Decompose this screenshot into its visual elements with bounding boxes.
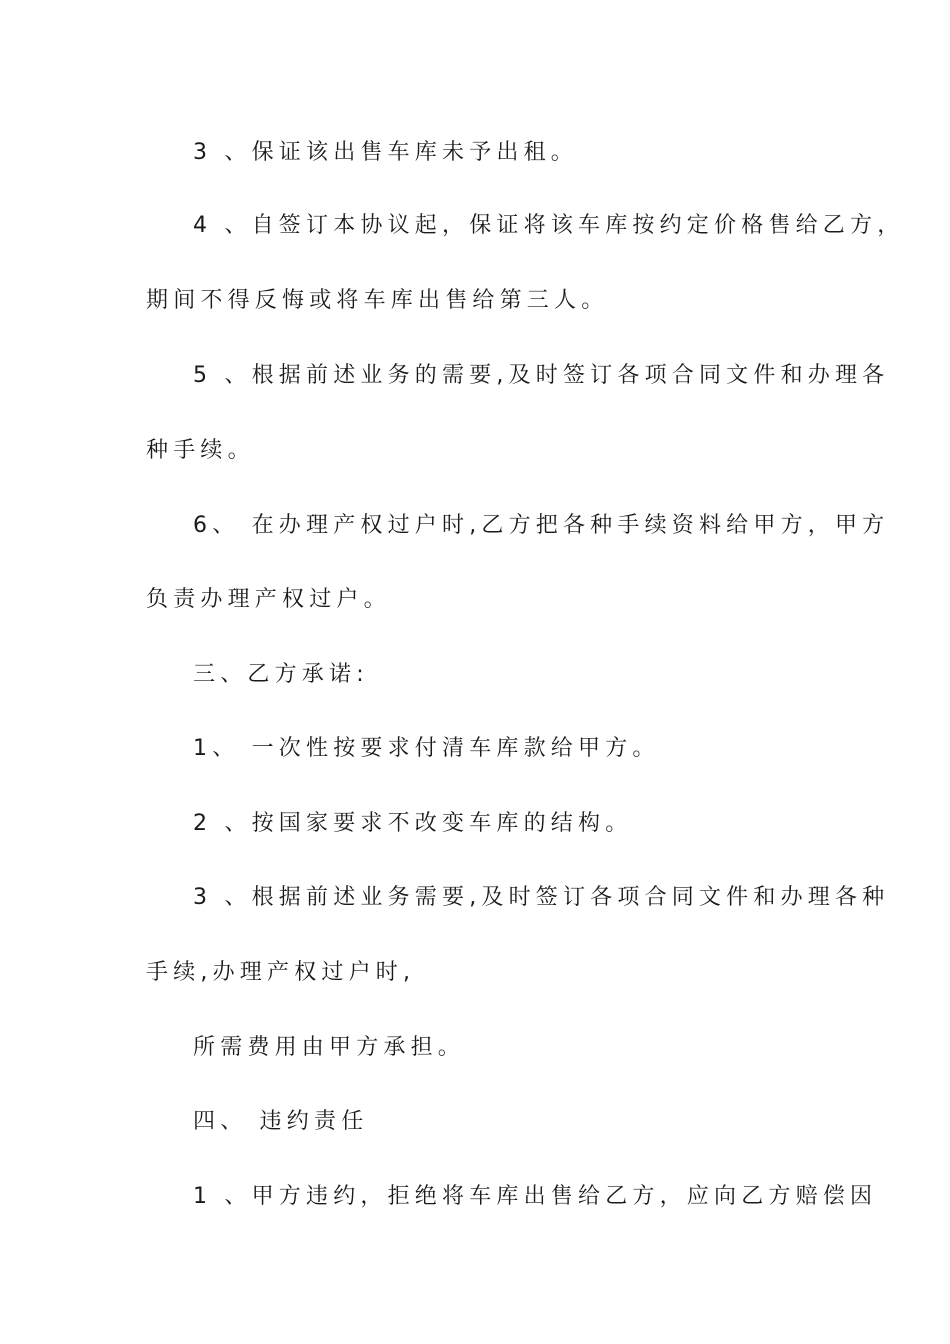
clause-seller-6: 6、 在办理产权过户时,乙方把各种手续资料给甲方，甲方	[193, 513, 890, 538]
clause-buyer-2: 2 、按国家要求不改变车库的结构。	[193, 811, 633, 836]
clause-seller-4: 4 、自签订本协议起，保证将该车库按约定价格售给乙方，	[193, 213, 905, 238]
clause-buyer-1: 1、 一次性按要求付清车库款给甲方。	[193, 736, 660, 761]
clause-seller-5: 5 、根据前述业务的需要,及时签订各项合同文件和办理各	[193, 363, 890, 388]
clause-breach-1: 1 、甲方违约，拒绝将车库出售给乙方，应向乙方赔偿因	[193, 1184, 878, 1209]
clause-seller-4-cont: 期间不得反悔或将车库出售给第三人。	[146, 288, 609, 313]
clause-buyer-3: 3 、根据前述业务需要,及时签订各项合同文件和办理各种	[193, 885, 890, 910]
clause-buyer-3-cont2: 所需费用由甲方承担。	[193, 1035, 466, 1060]
clause-seller-3: 3 、保证该出售车库未予出租。	[193, 140, 578, 165]
clause-buyer-3-cont: 手续,办理产权过户时,	[146, 960, 416, 985]
clause-seller-6-cont: 负责办理产权过户。	[146, 587, 391, 612]
clause-seller-5-cont: 种手续。	[146, 438, 255, 463]
section-heading-breach: 四、 违约责任	[193, 1109, 369, 1134]
section-heading-buyer-promise: 三、乙方承诺:	[193, 662, 369, 687]
